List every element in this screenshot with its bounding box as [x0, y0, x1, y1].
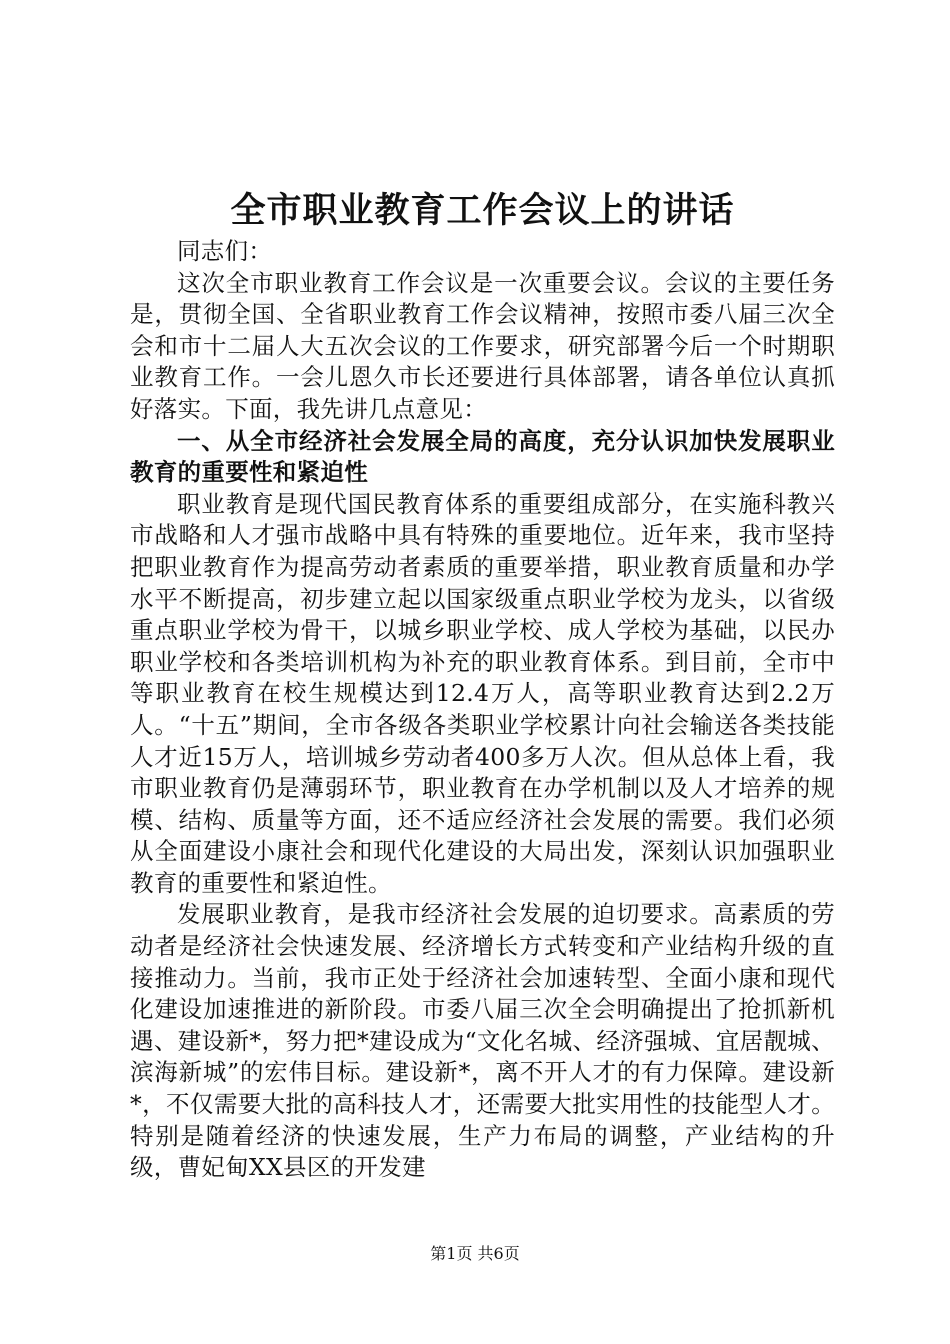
- salutation: 同志们：: [177, 237, 273, 265]
- paragraph-body-2: 发展职业教育，是我市经济社会发展的迫切要求。高素质的劳动者是经济社会快速发展、经济增长方式转变和产业结构升级的直接推动力。当前，我市正处于经济社会加速转型、全面小康和现代化建设加速推进的新阶段。市委八届三次全会明确提出了抢抓新机遇、建设新*，努力把*建设成为“文化名城、经济强城、宜居靓城、滨海新城”的宏伟目标。建设新*，离不开人才的有力保障。建设新*，不仅需要大批的高科技人才，还需要大批实用性的技能型人才。特别是随着经济的快速发展，生产力布局的调整，产业结构的升级，曹妃甸XX县区的开发建: [130, 900, 835, 1182]
- paragraph-body-1: 职业教育是现代国民教育体系的重要组成部分，在实施科教兴市战略和人才强市战略中具有特殊的重要地位。近年来，我市坚持把职业教育作为提高劳动者素质的重要举措，职业教育质量和办学水平不断提高，初步建立起以国家级重点职业学校为龙头，以省级重点职业学校为骨干，以城乡职业学校、成人学校为基础，以民办职业学校和各类培训机构为补充的职业教育体系。到目前，全市中等职业教育在校生规模达到12.4万人，高等职业教育达到2.2万人。“十五”期间，全市各级各类职业学校累计向社会输送各类技能人才近15万人，培训城乡劳动者400多万人次。但从总体上看，我市职业教育仍是薄弱环节，职业教育在办学机制以及人才培养的规模、结构、质量等方面，还不适应经济社会发展的需要。我们必须从全面建设小康社会和现代化建设的大局出发，深刻认识加强职业教育的重要性和紧迫性。: [130, 489, 835, 897]
- document-title: 全市职业教育工作会议上的讲话: [230, 190, 735, 231]
- page-footer: 第1页 共6页: [430, 1244, 520, 1263]
- document-page: [130, 188, 835, 1184]
- paragraph-intro: 这次全市职业教育工作会议是一次重要会议。会议的主要任务是，贯彻全国、全省职业教育工作会议精神，按照市委八届三次全会和市十二届人大五次会议的工作要求，研究部署今后一个时期职业教育工作。一会儿恩久市长还要进行具体部署，请各单位认真抓好落实。下面，我先讲几点意见：: [130, 268, 835, 423]
- section-heading-1: 一、从全市经济社会发展全局的高度，充分认识加快发展职业教育的重要性和紧迫性: [130, 426, 835, 487]
